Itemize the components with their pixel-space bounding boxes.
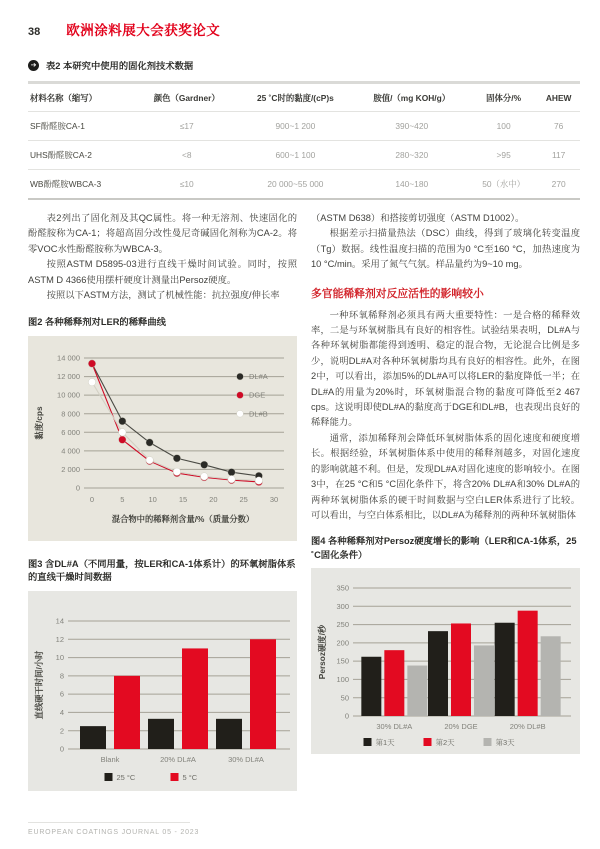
table-header-cell: AHEW — [537, 83, 580, 112]
body-paragraph: 表2列出了固化剂及其QC属性。将一种无溶剂、快速固化的酚醛胺称为CA-1；将超高固分改性曼尼奇碱固化剂称为CA-2。将零VOC水性酚醛胺称为WBCA-3。 — [28, 213, 297, 254]
svg-text:6: 6 — [59, 689, 64, 699]
figure3-drytime-bar-chart — [28, 591, 297, 791]
svg-text:20% DL#B: 20% DL#B — [509, 722, 546, 732]
table-cell: 390~420 — [354, 112, 470, 141]
table-cell: 20 000~55 000 — [237, 170, 353, 200]
table-cell: 100 — [470, 112, 537, 141]
table-cell: 50（水中） — [470, 170, 537, 200]
table-cell: SF酚醛胺CA-1 — [28, 112, 136, 141]
page-footer — [28, 822, 199, 836]
table-cell: ≤10 — [136, 170, 237, 200]
table-cell: 900~1 200 — [237, 112, 353, 141]
svg-text:DL#B: DL#B — [249, 409, 268, 419]
figure3-chart-box — [28, 591, 297, 791]
svg-text:0: 0 — [89, 494, 95, 504]
svg-text:30% DL#A: 30% DL#A — [228, 754, 264, 764]
svg-text:30% DL#A: 30% DL#A — [376, 722, 413, 732]
table-cell: 280~320 — [354, 141, 470, 170]
svg-text:Persoz硬度/秒: Persoz硬度/秒 — [317, 625, 327, 680]
svg-text:14 000: 14 000 — [57, 353, 80, 363]
svg-text:0: 0 — [344, 711, 349, 721]
svg-text:50: 50 — [340, 693, 349, 703]
svg-text:DGE: DGE — [249, 390, 266, 400]
table-cell: WB酚醛胺WBCA-3 — [28, 170, 136, 200]
table-cell: 270 — [537, 170, 580, 200]
svg-text:25: 25 — [239, 494, 248, 504]
table2-header-row — [28, 83, 580, 112]
svg-text:200: 200 — [336, 638, 349, 648]
figure2-dilution-line-chart — [28, 336, 297, 541]
svg-text:8 000: 8 000 — [61, 409, 80, 419]
svg-text:20% DL#A: 20% DL#A — [160, 754, 196, 764]
svg-text:4: 4 — [59, 707, 64, 717]
svg-text:5 °C: 5 °C — [182, 772, 198, 782]
svg-text:12 000: 12 000 — [57, 372, 80, 382]
body-paragraph: 按照以下ASTM方法，测试了机械性能：抗拉强度/伸长率 — [46, 290, 280, 301]
svg-text:直线硬干时间/小时: 直线硬干时间/小时 — [34, 650, 44, 720]
svg-text:黏度/cps: 黏度/cps — [34, 406, 44, 440]
body-paragraph: 按照ASTM D5895-03进行直线干燥时间试验。同时，按照ASTM D 4366使用摆杆硬度计测量出Persoz硬度。 — [28, 259, 297, 285]
figure2-caption: 图2 各种稀释剂对LER的稀释曲线 — [28, 317, 166, 328]
figure4-caption: 图4 各种稀释剂对Persoz硬度增长的影响（LER和CA-1体系，25 ˚C固化条件） — [311, 536, 577, 560]
table-cell: 117 — [537, 141, 580, 170]
figure4-persoz-bar-chart — [311, 568, 580, 754]
body-paragraph: 根据差示扫描量热法（DSC）曲线，得到了玻璃化转变温度（Tg）数据。线性温度扫描的范围为0 °C至160 °C，加热速度为10 °C/min。采用了氮气气氛。样品量约为9~10 mg。 — [311, 228, 580, 270]
table-cell: 76 — [537, 112, 580, 141]
svg-text:12: 12 — [55, 634, 64, 644]
figure2-chart-box — [28, 336, 297, 541]
svg-text:25 °C: 25 °C — [116, 772, 136, 782]
table-row — [28, 112, 580, 141]
table-row — [28, 170, 580, 200]
svg-text:350: 350 — [336, 583, 349, 593]
svg-text:6 000: 6 000 — [61, 427, 80, 437]
table-row — [28, 141, 580, 170]
svg-text:第1天: 第1天 — [375, 738, 395, 748]
page-header — [28, 19, 220, 39]
table-cell: UHS酚醛胺CA-2 — [28, 141, 136, 170]
svg-text:Blank: Blank — [100, 754, 120, 764]
svg-text:14: 14 — [55, 616, 64, 626]
table-cell: 140~180 — [354, 170, 470, 200]
svg-text:300: 300 — [336, 602, 349, 612]
page-number: 38 — [28, 26, 41, 38]
section-heading: 多官能稀释剂对反应活性的影响较小 — [311, 287, 484, 300]
svg-text:0: 0 — [59, 744, 64, 754]
table-header-cell: 胺值/（mg KOH/g） — [354, 83, 470, 112]
table-header-cell: 颜色（Gardner） — [136, 83, 237, 112]
svg-text:第2天: 第2天 — [435, 738, 455, 748]
svg-text:15: 15 — [178, 494, 188, 504]
svg-text:20: 20 — [209, 494, 218, 504]
svg-text:250: 250 — [336, 620, 349, 630]
figure4-chart-box — [311, 568, 580, 754]
svg-text:4 000: 4 000 — [61, 446, 80, 456]
svg-text:10 000: 10 000 — [57, 390, 80, 400]
table-cell: 600~1 100 — [237, 141, 353, 170]
table2-caption: 表2 本研究中使用的固化剂技术数据 — [46, 61, 194, 71]
table-cell: ≤17 — [136, 112, 237, 141]
footer-text: EUROPEAN COATINGS JOURNAL 05 - 2023 — [28, 829, 200, 836]
svg-text:0: 0 — [75, 483, 80, 493]
svg-text:混合物中的稀释剂含量/%（质量分数）: 混合物中的稀释剂含量/%（质量分数） — [111, 513, 255, 524]
svg-text:2: 2 — [59, 726, 64, 736]
svg-text:10: 10 — [55, 653, 64, 663]
table2-caption-row — [28, 58, 580, 72]
table-header-cell: 材料名称（缩写） — [28, 83, 136, 112]
svg-text:30: 30 — [269, 494, 279, 504]
left-column — [28, 211, 297, 791]
table-header-cell: 固体分/% — [470, 83, 537, 112]
right-column — [311, 211, 580, 791]
figure3-caption: 图3 含DL#A（不同用量，按LER和CA-1体系计）的环氧树脂体系的直线干燥时间数据 — [28, 558, 296, 583]
svg-text:DL#A: DL#A — [249, 372, 268, 382]
table-cell: <8 — [136, 141, 237, 170]
table-header-cell: 25 ˚C时的黏度/(cP)s — [237, 83, 353, 112]
svg-text:8: 8 — [59, 671, 64, 681]
table-cell: >95 — [470, 141, 537, 170]
page-title: 欧洲涂料展大会获奖论文 — [66, 23, 221, 38]
body-paragraph: （ASTM D638）和搭接剪切强度（ASTM D1002）。 — [311, 213, 525, 223]
footer-divider — [28, 822, 190, 823]
body-paragraph: 通常，添加稀释剂会降低环氧树脂体系的固化速度和硬度增长。根据经验，环氧树脂体系中使用的稀释剂越多，对固化速度的影响就越不利。但是，发现DL#A对固化速度的影响较小。在图3中，在25 °C和5 °C固化条件下，将含20% DL#A和30% DL#A的两种环氧树脂体系的硬干时间数据与空白LER体系进行了比较。可以看出，与空白体系相比，以DL#A为稀释剂的两种环氧树脂体 — [311, 432, 580, 520]
svg-text:150: 150 — [336, 657, 349, 667]
body-paragraph: 一种环氧稀释剂必须具有两大重要特性：一是合格的稀释效率，二是与环氧树脂具有良好的相容性。试验结果表明，DL#A与各种环氧树脂都能得到透明、稳定的混合物，无论混合比例是多少，说明DL#A对各种环氧树脂均具有良好的相容性。此外，在图2中，可以看出，添加5%的DL#A可以将LER的黏度降低一半；在DL#A的用量为20%时，环氧树脂混合物的黏度可降低至2 467 cps。这说明即使DL#A的黏度高于DGE和DL#B，也表现出良好的稀释能力。 — [311, 309, 580, 428]
arrow-circle-icon: ➔ — [28, 60, 39, 71]
two-column-layout — [28, 211, 580, 791]
svg-text:20% DGE: 20% DGE — [444, 722, 478, 732]
svg-text:10: 10 — [148, 494, 157, 504]
svg-text:100: 100 — [336, 675, 349, 685]
svg-text:第3天: 第3天 — [495, 738, 515, 748]
table2-body — [28, 112, 580, 200]
svg-text:2 000: 2 000 — [61, 464, 80, 474]
curing-agent-table — [28, 81, 580, 200]
svg-text:5: 5 — [120, 494, 125, 504]
